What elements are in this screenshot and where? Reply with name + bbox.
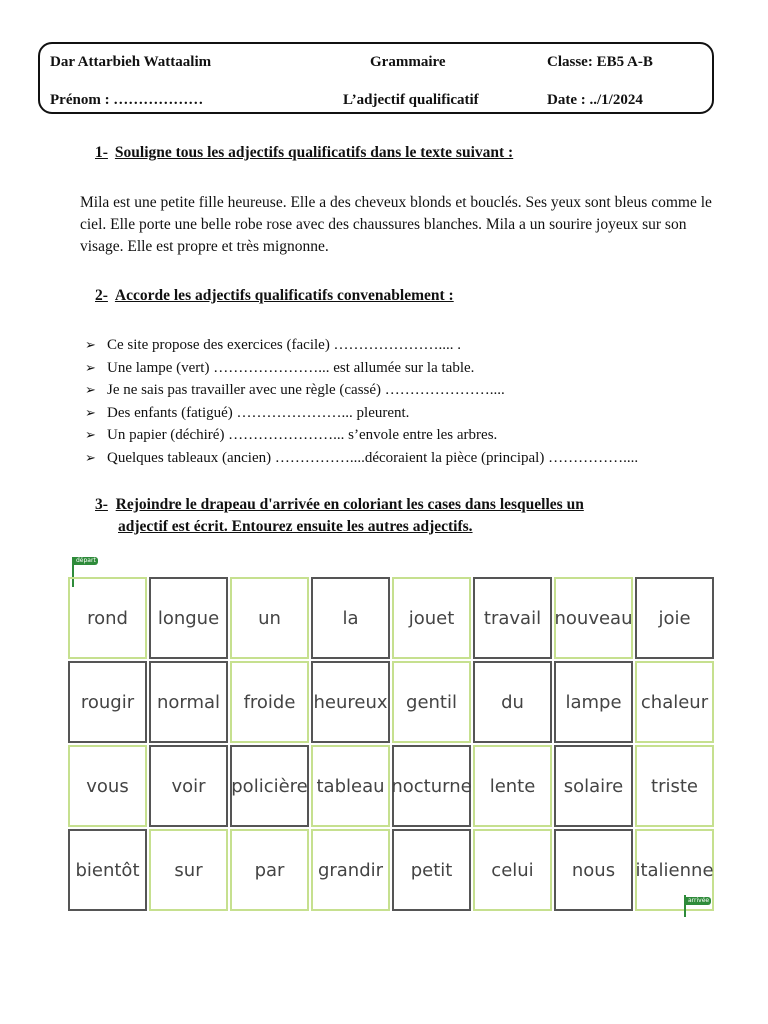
grid-cell[interactable]: voir xyxy=(149,745,228,827)
arrow-bullet-icon: ➢ xyxy=(85,337,96,352)
arrow-bullet-icon: ➢ xyxy=(85,427,96,442)
subject: Grammaire xyxy=(370,54,446,70)
word-grid xyxy=(68,577,714,913)
grid-cell[interactable]: petit xyxy=(392,829,471,911)
grid-cell[interactable]: travail xyxy=(473,577,552,659)
exercise1-title xyxy=(95,144,513,162)
class-label: Classe: EB5 A-B xyxy=(547,54,653,70)
grid-cell[interactable]: solaire xyxy=(554,745,633,827)
grid-cell[interactable]: sur xyxy=(149,829,228,911)
exercise1-instruction: Souligne tous les adjectifs qualificatifs dans le texte suivant : xyxy=(114,144,514,161)
topic: L’adjectif qualificatif xyxy=(343,92,479,108)
grid-cell[interactable]: jouet xyxy=(392,577,471,659)
exercise1-number: 1- xyxy=(95,144,108,161)
exercise1-text: Mila est une petite fille heureuse. Elle a des cheveux blonds et bouclés. Ses yeux sont bleus comme le ciel. Elle porte une belle robe rose avec des chaussures blanches. Mila a un sourire joyeux sur son visage. Elle est propre et très mignonne. xyxy=(80,194,712,255)
list-item: ➢ Ce site propose des exercices (facile) ………………….... . xyxy=(85,334,638,357)
grid-cell[interactable]: bientôt xyxy=(68,829,147,911)
start-flag-label: départ xyxy=(76,557,96,564)
arrow-bullet-icon: ➢ xyxy=(85,404,96,420)
grid-cell[interactable]: celui xyxy=(473,829,552,911)
grid-cell[interactable]: vous xyxy=(68,745,147,827)
grid-cell[interactable]: grandir xyxy=(311,829,390,911)
grid-cell[interactable]: tableau xyxy=(311,745,390,827)
grid-cell[interactable]: joie xyxy=(635,577,714,659)
grid-cell[interactable]: heureux xyxy=(311,661,390,743)
arrow-bullet-icon: ➢ xyxy=(85,359,96,375)
exercise2-list xyxy=(85,334,638,469)
grid-cell[interactable]: froide xyxy=(230,661,309,743)
grid-cell[interactable]: rond xyxy=(68,577,147,659)
list-item: ➢ Une lampe (vert) …………………... est allumée sur la table. xyxy=(85,357,638,380)
exercise2-title xyxy=(95,287,454,305)
exercise2-instruction: Accorde les adjectifs qualificatifs convenablement : xyxy=(114,287,454,304)
arrow-bullet-icon: ➢ xyxy=(85,449,96,465)
grid-cell[interactable]: longue xyxy=(149,577,228,659)
exercise3-instruction-line1: Rejoindre le drapeau d'arrivée en coloriant les cases dans lesquelles un xyxy=(115,496,584,513)
grid-cell[interactable]: nous xyxy=(554,829,633,911)
grid-cell[interactable]: lampe xyxy=(554,661,633,743)
finish-flag-label: arrivée xyxy=(688,897,710,904)
grid-cell[interactable]: chaleur xyxy=(635,661,714,743)
grid-cell[interactable]: nouveau xyxy=(554,577,633,659)
grid-cell[interactable]: la xyxy=(311,577,390,659)
first-name-field: Prénom : ……………… xyxy=(50,92,204,108)
header-box xyxy=(38,42,714,114)
grid-cell[interactable]: normal xyxy=(149,661,228,743)
exercise3-number: 3- xyxy=(95,496,108,513)
grid-cell[interactable]: un xyxy=(230,577,309,659)
list-item: ➢ Quelques tableaux (ancien) ……………....décoraient la pièce (principal) …………….... xyxy=(85,447,638,470)
grid-cell[interactable]: par xyxy=(230,829,309,911)
grid-cell[interactable]: nocturne xyxy=(392,745,471,827)
grid-cell[interactable]: italienne xyxy=(635,829,714,911)
grid-cell[interactable]: triste xyxy=(635,745,714,827)
grid-cell[interactable]: rougir xyxy=(68,661,147,743)
list-item: ➢ Un papier (déchiré) …………………... s’envole entre les arbres. xyxy=(85,424,638,447)
grid-cell[interactable]: gentil xyxy=(392,661,471,743)
exercise3-title xyxy=(95,494,584,538)
grid-cell[interactable]: lente xyxy=(473,745,552,827)
arrow-bullet-icon: ➢ xyxy=(85,382,96,397)
list-item: ➢ Je ne sais pas travailler avec une règle (cassé) ………………….... xyxy=(85,379,638,402)
grid-cell[interactable]: policière xyxy=(230,745,309,827)
school-name: Dar Attarbieh Wattaalim xyxy=(50,54,212,70)
grid-cell[interactable]: du xyxy=(473,661,552,743)
date-field: Date : ../1/2024 xyxy=(547,92,643,108)
list-item: ➢ Des enfants (fatigué) …………………... pleurent. xyxy=(85,402,638,425)
exercise2-number: 2- xyxy=(95,287,108,304)
exercise3-instruction-line2: adjectif est écrit. Entourez ensuite les autres adjectifs. xyxy=(118,518,473,535)
